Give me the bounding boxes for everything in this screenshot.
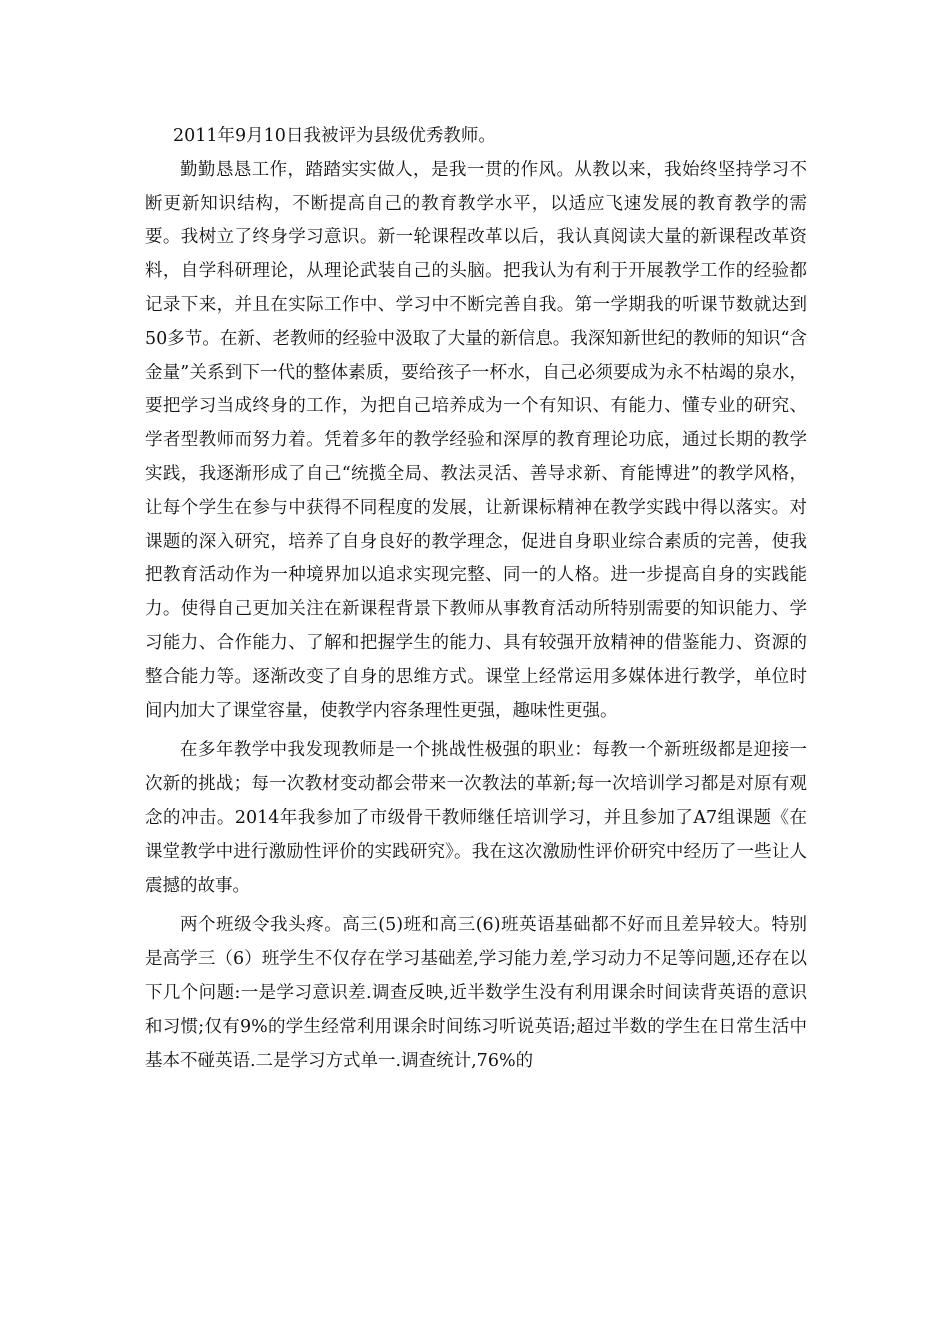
paragraph-award: 2011年9月10日我被评为县级优秀教师。: [173, 126, 496, 146]
paragraph-two-classes: 两个班级令我头疼。高三(5)班和高三(6)班英语基础都不好而且差异较大。特别是高学三（6）班学生不仅存在学习基础差,学习能力差,学习动力不足等问题,还存在以下几个问题:一是学习意识差.调查反映,近半数学生没有利用课余时间读背英语的意识和习惯;仅有9%的学生经常利用课余时间练习听说英语;超过半数的学生在日常生活中基本不碰英语.二是学习方式单一.调查统计,76%的: [145, 915, 807, 1071]
paragraph-work-style: 勤勤恳恳工作，踏踏实实做人，是我一贯的作风。从教以来，我始终坚持学习不断更新知识结构，不断提高自己的教育教学水平，以适应飞速发展的教育教学的需要。我树立了终身学习意识。新一轮课程改革以后，我认真阅读大量的新课程改革资料，自学科研理论，从理论武装自己的头脑。把我认为有利于开展教学工作的经验都记录下来，并且在实际工作中、学习中不断完善自我。第一学期我的听课节数就达到50多节。在新、老教师的经验中汲取了大量的新信息。我深知新世纪的教师的知识“含金量”关系到下一代的整体素质，要给孩子一杯水，自己必须要成为永不枯竭的泉水，要把学习当成终身的工作，为把自己培养成为一个有知识、有能力、懂专业的研究、学者型教师而努力着。凭着多年的教学经验和深厚的教育理论功底，通过长期的教学实践，我逐渐形成了自己“统揽全局、教法灵活、善导求新、育能博进”的教学风格，让每个学生在参与中获得不同程度的发展，让新课标精神在教学实践中得以落实。对课题的深入研究，培养了自身良好的教学理念，促进自身职业综合素质的完善，使我把教育活动作为一种境界加以追求实现完整、同一的人格。进一步提高自身的实践能力。使得自己更加关注在新课程背景下教师从事教育活动所特别需要的知识能力、学习能力、合作能力、了解和把握学生的能力、具有较强开放精神的借鉴能力、资源的整合能力等。逐渐改变了自身的思维方式。课堂上经常运用多媒体进行教学，单位时间内加大了课堂容量，使教学内容条理性更强，趣味性更强。: [145, 159, 807, 721]
document-body: [145, 120, 807, 1078]
paragraph-teaching-challenge: 在多年教学中我发现教师是一个挑战性极强的职业：每教一个新班级都是迎接一次新的挑战；每一次教材变动都会带来一次教法的革新;每一次培训学习都是对原有观念的冲击。2014年我参加了市级骨干教师继任培训学习，并且参加了A7组课题《在课堂教学中进行激励性评价的实践研究》。我在这次激励性评价研究中经历了一些让人震撼的故事。: [145, 740, 807, 896]
